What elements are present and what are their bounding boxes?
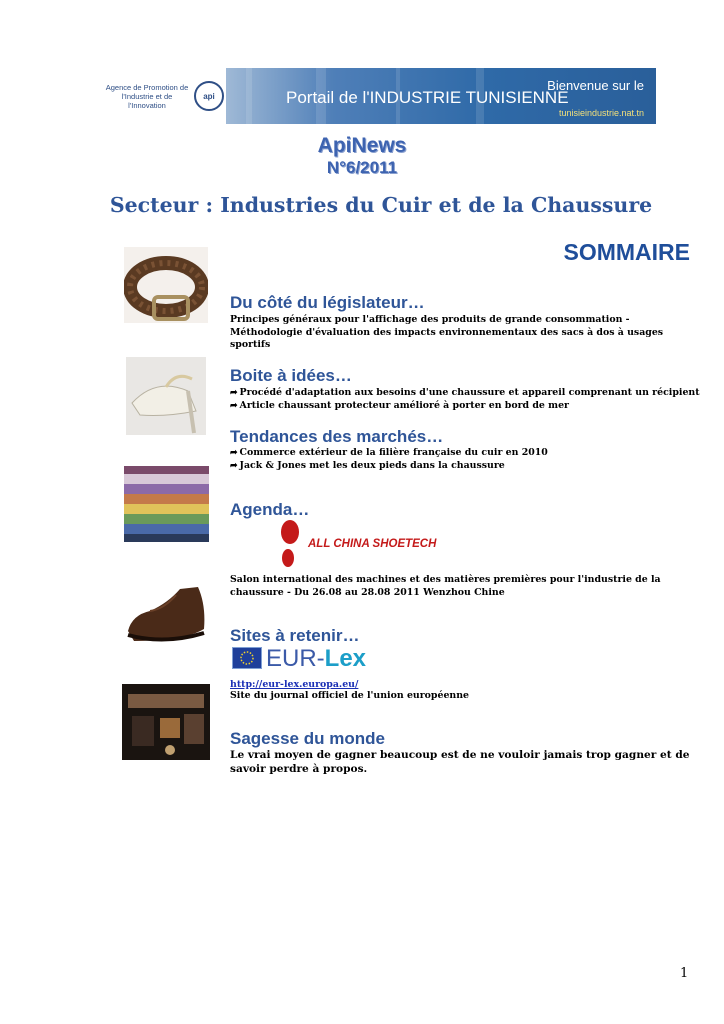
- section-agenda-text: Salon international des machines et des matières premières pour l'industrie de la chaussure - Du 26.08 au 28.08 2011 Wenzhou Chine: [230, 574, 661, 598]
- sector-title: Secteur : Industries du Cuir et de la Chaussure: [109, 193, 653, 217]
- summary-heading: SOMMAIRE: [563, 239, 690, 265]
- section-sites-title: Sites à retenir…: [230, 626, 360, 645]
- portal-banner: [102, 68, 656, 124]
- section-idees-title: Boite à idées…: [230, 366, 352, 385]
- belt-photo: [124, 247, 208, 323]
- eurlex-logo-text: EUR-Lex: [266, 645, 367, 672]
- arrow-icon: ➦: [230, 448, 238, 458]
- section-sagesse-text: Le vrai moyen de gagner beaucoup est de ne vouloir jamais trop gagner et de savoir perdre à propos.: [230, 749, 690, 775]
- page-number: 1: [680, 966, 689, 981]
- eu-flag-icon: [232, 647, 262, 669]
- banner-welcome: Bienvenue sur le: [547, 78, 644, 93]
- leather-goods-photo: [122, 684, 210, 760]
- section-tendances-title: Tendances des marchés…: [230, 427, 444, 446]
- arrow-icon: ➦: [230, 388, 238, 398]
- issue-number: N°6/2011: [326, 158, 398, 177]
- shoetech-logo: [270, 518, 437, 572]
- shoetech-logo-text: ALL CHINA SHOETECH: [308, 538, 437, 550]
- agency-name: Agence de Promotion de l'Industrie et de l'Innovation: [105, 82, 189, 110]
- section-tendances-list: [230, 447, 700, 472]
- eurlex-logo: [230, 645, 400, 675]
- banner-url: tunisieindustrie.nat.tn: [558, 108, 644, 118]
- portal-banner-image: [226, 68, 656, 124]
- arrow-icon: ➦: [230, 400, 238, 411]
- arrow-icon: ➦: [230, 460, 238, 471]
- list-item: ➦ Commerce extérieur de la filière française du cuir en 2010: [230, 447, 548, 458]
- section-sagesse-title: Sagesse du monde: [230, 729, 385, 748]
- list-item: ➦ Procédé d'adaptation aux besoins d'une chaussure et appareil comprenant un récipient: [230, 387, 700, 398]
- eurlex-link[interactable]: http://eur-lex.europa.eu/: [230, 679, 359, 690]
- list-item: ➦ Jack & Jones met les deux pieds dans la chaussure: [230, 459, 505, 471]
- newsletter-title: ApiNews: [317, 134, 407, 157]
- agency-logo-block: [102, 68, 226, 124]
- section-legislateur-text: Principes généraux pour l'affichage des produits de grande consommation - Méthodologie d'évaluation des impacts environnementaux des sacs à dos à usages sportifs: [230, 314, 664, 350]
- api-logo-icon: api: [194, 81, 224, 111]
- sandal-photo: [126, 357, 206, 435]
- section-idees-list: [230, 387, 700, 412]
- list-item: ➦ Article chaussant protecteur amélioré à porter en bord de mer: [230, 399, 569, 411]
- section-agenda-title: Agenda…: [230, 500, 310, 519]
- shoe-photo: [124, 575, 208, 650]
- section-legislateur-title: Du côté du législateur…: [230, 293, 425, 312]
- leather-skins-photo: [124, 466, 209, 542]
- section-sites-text: Site du journal officiel de l'union européenne: [230, 690, 470, 701]
- banner-portal-title: Portail de l'INDUSTRIE TUNISIENNE: [286, 88, 569, 107]
